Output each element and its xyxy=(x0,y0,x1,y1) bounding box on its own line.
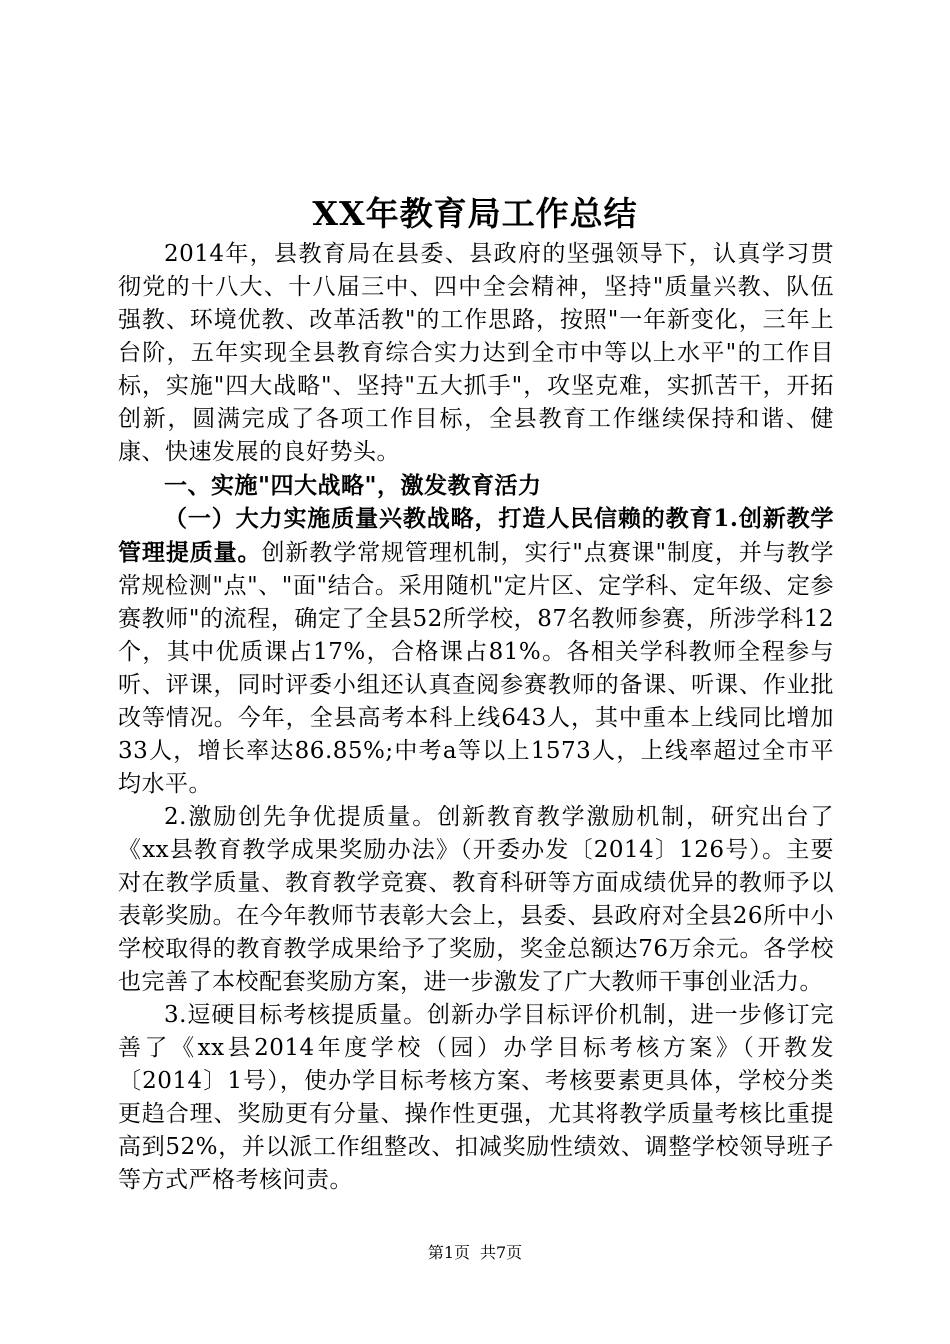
intro-paragraph: 2014年，县教育局在县委、县政府的坚强领导下，认真学习贯彻党的十八大、十八届三中、四中全会精神，坚持"质量兴教、队伍强教、环境优教、改革活教"的工作思路，按照"一年新变化，三年上台阶，五年实现全县教育综合实力达到全市中等以上水平"的工作目标，实施"四大战略"、坚持"五大抓手"，攻坚克难，实抓苦干，开拓创新，圆满完成了各项工作目标，全县教育工作继续保持和谐、健康、快速发展的良好势头。 xyxy=(118,241,834,465)
paragraph-3: 3.逗硬目标考核提质量。创新办学目标评价机制，进一步修订完善了《xx县2014年度学校（园）办学目标考核方案》（开教发〔2014〕1号），使办学目标考核方案、考核要素更具体，学校分类更趋合理、奖励更有分量、操作性更强，尤其将教学质量考核比重提高到52%，并以派工作组整改、扣减奖励性绩效、调整学校领导班子等方式严格考核问责。 xyxy=(118,1002,834,1193)
paragraph-2: 2.激励创先争优提质量。创新教育教学激励机制，研究出台了《xx县教育教学成果奖励办法》（开委办发〔2014〕126号）。主要对在教学质量、教育教学竞赛、教育科研等方面成绩优异的教师予以表彰奖励。在今年教师节表彰大会上，县委、县政府对全县26所中小学校取得的教育教学成果给予了奖励，奖金总额达76万余元。各学校也完善了本校配套奖励方案，进一步激发了广大教师干事创业活力。 xyxy=(118,804,834,995)
subsection-paragraph xyxy=(118,502,834,801)
paragraph-1-text: 创新教学常规管理机制，实行"点赛课"制度，并与教学常规检测"点"、"面"结合。采用随机"定片区、定学科、定年级、定参赛教师"的流程，确定了全县52所学校，87名教师参赛，所涉学科12个，其中优质课占17%，合格课占81%。各相关学科教师全程参与听、评课，同时评委小组还认真查阅参赛教师的备课、听课、作业批改等情况。今年，全县高考本科上线643人，其中重本上线同比增加33人，增长率达86.85%;中考a等以上1573人，上线率超过全市平均水平。 xyxy=(118,540,834,797)
subsection-heading: （一）大力实施质量兴教战略，打造人民信赖的教育1.创新教学管理提质量。 xyxy=(118,505,834,566)
page-total: 共7页 xyxy=(480,1243,523,1262)
section-heading: 一、实施"四大战略"，激发教育活力 xyxy=(164,472,542,499)
page-number: 第1页 xyxy=(427,1243,470,1262)
page-footer xyxy=(0,1240,950,1263)
document-body xyxy=(118,238,834,1197)
document-title: XX年教育局工作总结 xyxy=(312,194,638,233)
